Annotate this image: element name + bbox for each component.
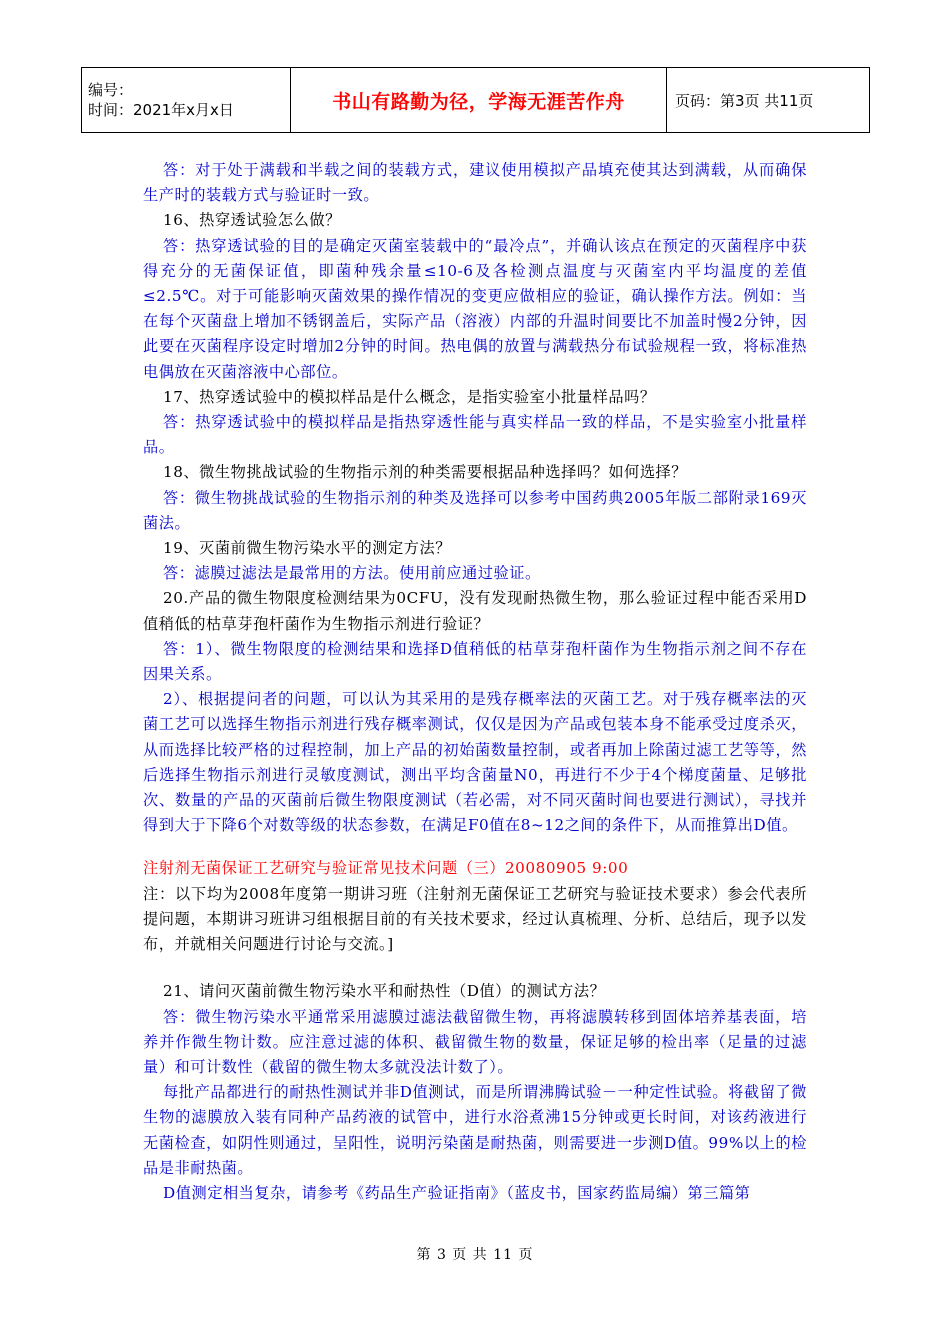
question-paragraph: 注：以下均为2008年度第一期讲习班（注射剂无菌保证工艺研究与验证技术要求）参会代表所提问题，本期讲习班讲习组根据目前的有关技术要求，经过认真梳理、分析、总结后，现予以发布，并就相关问题进行讨论与交流。] — [143, 884, 807, 954]
question-paragraph: 21、请问灭菌前微生物污染水平和耐热性（D值）的测试方法？ — [163, 982, 606, 1001]
document-date-label: 时间：2021年x月x日 — [88, 101, 234, 119]
question-paragraph: 19、灭菌前微生物污染水平的测定方法？ — [163, 539, 451, 558]
question-paragraph: 20.产品的微生物限度检测结果为0CFU，没有发现耐热微生物，那么验证过程中能否采用D值稍低的枯草芽孢杆菌作为生物指示剂进行验证？ — [143, 589, 807, 633]
answer-paragraph: 2）、根据提问者的问题，可以认为其采用的是残存概率法的灭菌工艺。对于残存概率法的灭菌工艺可以选择生物指示剂进行残存概率测试，仅仅是因为产品或包装本身不能承受过度杀灭，从而选择比较严格的过程控制，加上产品的初始菌数量控制，或者再加上除菌过滤工艺等等，然后选择生物指示剂进行灵敏度测试，测出平均含菌量N0，再进行不少于4个梯度菌量、足够批次、数量的产品的灭菌前后微生物限度测试（若必需，对不同灭菌时间也要进行测试），寻找并得到大于下降6个对数等级的状态参数，在满足F0值在8~12之间的条件下，从而推算出D值。 — [143, 690, 807, 835]
header-meta-cell — [82, 68, 291, 133]
paragraph-gap — [143, 957, 807, 979]
answer-paragraph: D值测定相当复杂，请参考《药品生产验证指南》（蓝皮书，国家药监局编）第三篇第 — [163, 1183, 751, 1202]
answer-paragraph: 答：滤膜过滤法是最常用的方法。使用前应通过验证。 — [163, 564, 541, 583]
question-paragraph: 17、热穿透试验中的模拟样品是什么概念，是指实验室小批量样品吗？ — [163, 387, 656, 406]
document-code-label: 编号： — [88, 81, 134, 99]
header-motto: 书山有路勤为径，学海无涯苦作舟 — [291, 68, 667, 133]
question-paragraph: 18、微生物挑战试验的生物指示剂的种类需要根据品种选择吗？如何选择？ — [163, 463, 688, 482]
page-header — [81, 67, 870, 133]
page-footer: 第 3 页 共 11 页 — [416, 1247, 534, 1263]
answer-paragraph: 每批产品都进行的耐热性测试并非D值测试，而是所谓沸腾试验－一种定性试验。将截留了微生物的滤膜放入装有同种产品药液的试管中，进行水浴煮沸15分钟或更长时间，对该药液进行无菌检查，如阴性则通过，呈阳性，说明污染菌是耐热菌，则需要进一步测D值。99%以上的检品是非耐热菌。 — [143, 1083, 807, 1177]
answer-paragraph: 答：微生物污染水平通常采用滤膜过滤法截留微生物，再将滤膜转移到固体培养基表面，培养并作微生物计数。应注意过滤的体积、截留微生物的数量，保证足够的检出率（足量的过滤量）和可计数性（截留的微生物太多就没法计数了）。 — [143, 1007, 807, 1076]
answer-paragraph: 答：热穿透试验中的模拟样品是指热穿透性能与真实样品一致的样品，不是实验室小批量样品。 — [143, 413, 807, 457]
answer-paragraph: 答：热穿透试验的目的是确定灭菌室装载中的“最冷点”，并确认该点在预定的灭菌程序中获得充分的无菌保证值，即菌种残余量≤10-6及各检测点温度与灭菌室内平均温度的差值≤2.5℃。对于可能影响灭菌效果的操作情况的变更应做相应的验证，确认操作方法。例如：当在每个灭菌盘上增加不锈钢盖后，实际产品（溶液）内部的升温时间要比不加盖时慢2分钟，因此要在灭菌程序设定时增加2分钟的时间。热电偶的放置与满载热分布试验规程一致，将标准热电偶放在灭菌溶液中心部位。 — [143, 236, 807, 381]
document-body — [143, 158, 807, 1206]
section-title: 注射剂无菌保证工艺研究与验证常见技术问题（三）20080905 9:00 — [143, 859, 629, 878]
question-paragraph: 16、热穿透试验怎么做？ — [163, 211, 341, 230]
answer-paragraph: 答：对于处于满载和半载之间的装载方式，建议使用模拟产品填充使其达到满载，从而确保生产时的装载方式与验证时一致。 — [143, 161, 807, 205]
answer-paragraph: 答：1）、微生物限度的检测结果和选择D值稍低的枯草芽孢杆菌作为生物指示剂之间不存在因果关系。 — [143, 639, 807, 684]
paragraph-gap — [143, 838, 807, 856]
answer-paragraph: 答：微生物挑战试验的生物指示剂的种类及选择可以参考中国药典2005年版二部附录169灭菌法。 — [143, 488, 807, 532]
header-page-info: 页码：第3页 共11页 — [667, 68, 870, 133]
